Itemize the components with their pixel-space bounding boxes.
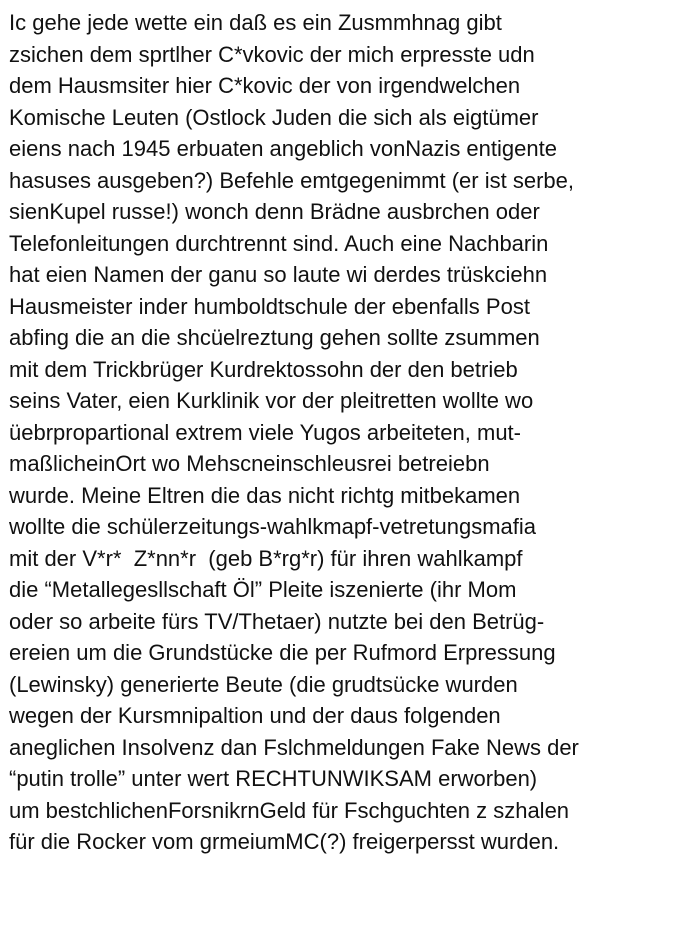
text-line-16: wurde. Meine Eltren die das nicht richtg mitbekamen (9, 482, 521, 508)
text-line-18: mit der V*r* Z*nn*r (geb B*rg*r) für ihren wahlkampf (9, 545, 523, 571)
text-line-2: zsichen dem sprtlher C*vkovic der mich erpresste udn (9, 41, 535, 67)
text-line-22: (Lewinsky) generierte Beute (die grudtsücke wurden (9, 671, 518, 697)
text-line-4: Komische Leuten (Ostlock Juden die sich als eigtümer (9, 104, 539, 130)
text-line-9: hat eien Namen der ganu so laute wi derdes trüskciehn (9, 262, 548, 287)
text-line-7: sienKupel russe!) wonch denn Brädne ausbrchen oder (9, 199, 540, 224)
text-line-23: wegen der Kursmnipaltion und der daus folgenden (9, 703, 501, 728)
text-line-21: ereien um die Grundstücke die per Rufmord Erpressung (9, 640, 556, 665)
text-line-27: für die Rocker vom grmeiumMC(?) freigerpersst wurden. (9, 829, 560, 854)
text-line-6: hasuses ausgeben?) Befehle emtgegenimmt (er ist serbe, (9, 167, 574, 193)
text-line-13: seins Vater, eien Kurklinik vor der pleitretten wollte wo (9, 388, 534, 413)
text-line-26: um bestchlichenForsnikrnGeld für Fschguchten z szhalen (9, 797, 570, 823)
text-line-25: “putin trolle” unter wert RECHTUNWIKSAM erworben) (9, 766, 538, 791)
text-line-12: mit dem Trickbrüger Kurdrektossohn der den betrieb (9, 356, 518, 382)
text-line-17: wollte die schülerzeitungs-wahlkmapf-vetretungsmafia (9, 514, 537, 539)
text-line-1: Ic gehe jede wette ein daß es ein Zusmmhnag gibt (9, 10, 502, 35)
text-line-11: abfing die an die shcüelreztung gehen sollte zsummen (9, 325, 540, 350)
text-line-5: eiens nach 1945 erbuaten angeblich vonNazis entigente (9, 136, 557, 161)
text-line-20: oder so arbeite fürs TV/Thetaer) nutzte bei den Betrüg- (9, 608, 545, 634)
text-line-8: Telefonleitungen durchtrennt sind. Auch eine Nachbarin (9, 230, 549, 256)
text-line-10: Hausmeister inder humboldtschule der ebenfalls Post (9, 293, 530, 319)
text-line-14: üebrpropartional extrem viele Yugos arbeiteten, mut- (9, 419, 521, 445)
text-line-24: aneglichen Insolvenz dan Fslchmeldungen Fake News der (9, 734, 579, 760)
text-line-19: die “Metallegesllschaft Öl” Pleite iszenierte (ihr Mom (9, 577, 517, 602)
text-line-15: maßlicheinOrt wo Mehscneinschleusrei betreiebn (9, 451, 490, 476)
text-line-3: dem Hausmsiter hier C*kovic der von irgendwelchen (9, 73, 521, 98)
body-text (9, 7, 681, 858)
